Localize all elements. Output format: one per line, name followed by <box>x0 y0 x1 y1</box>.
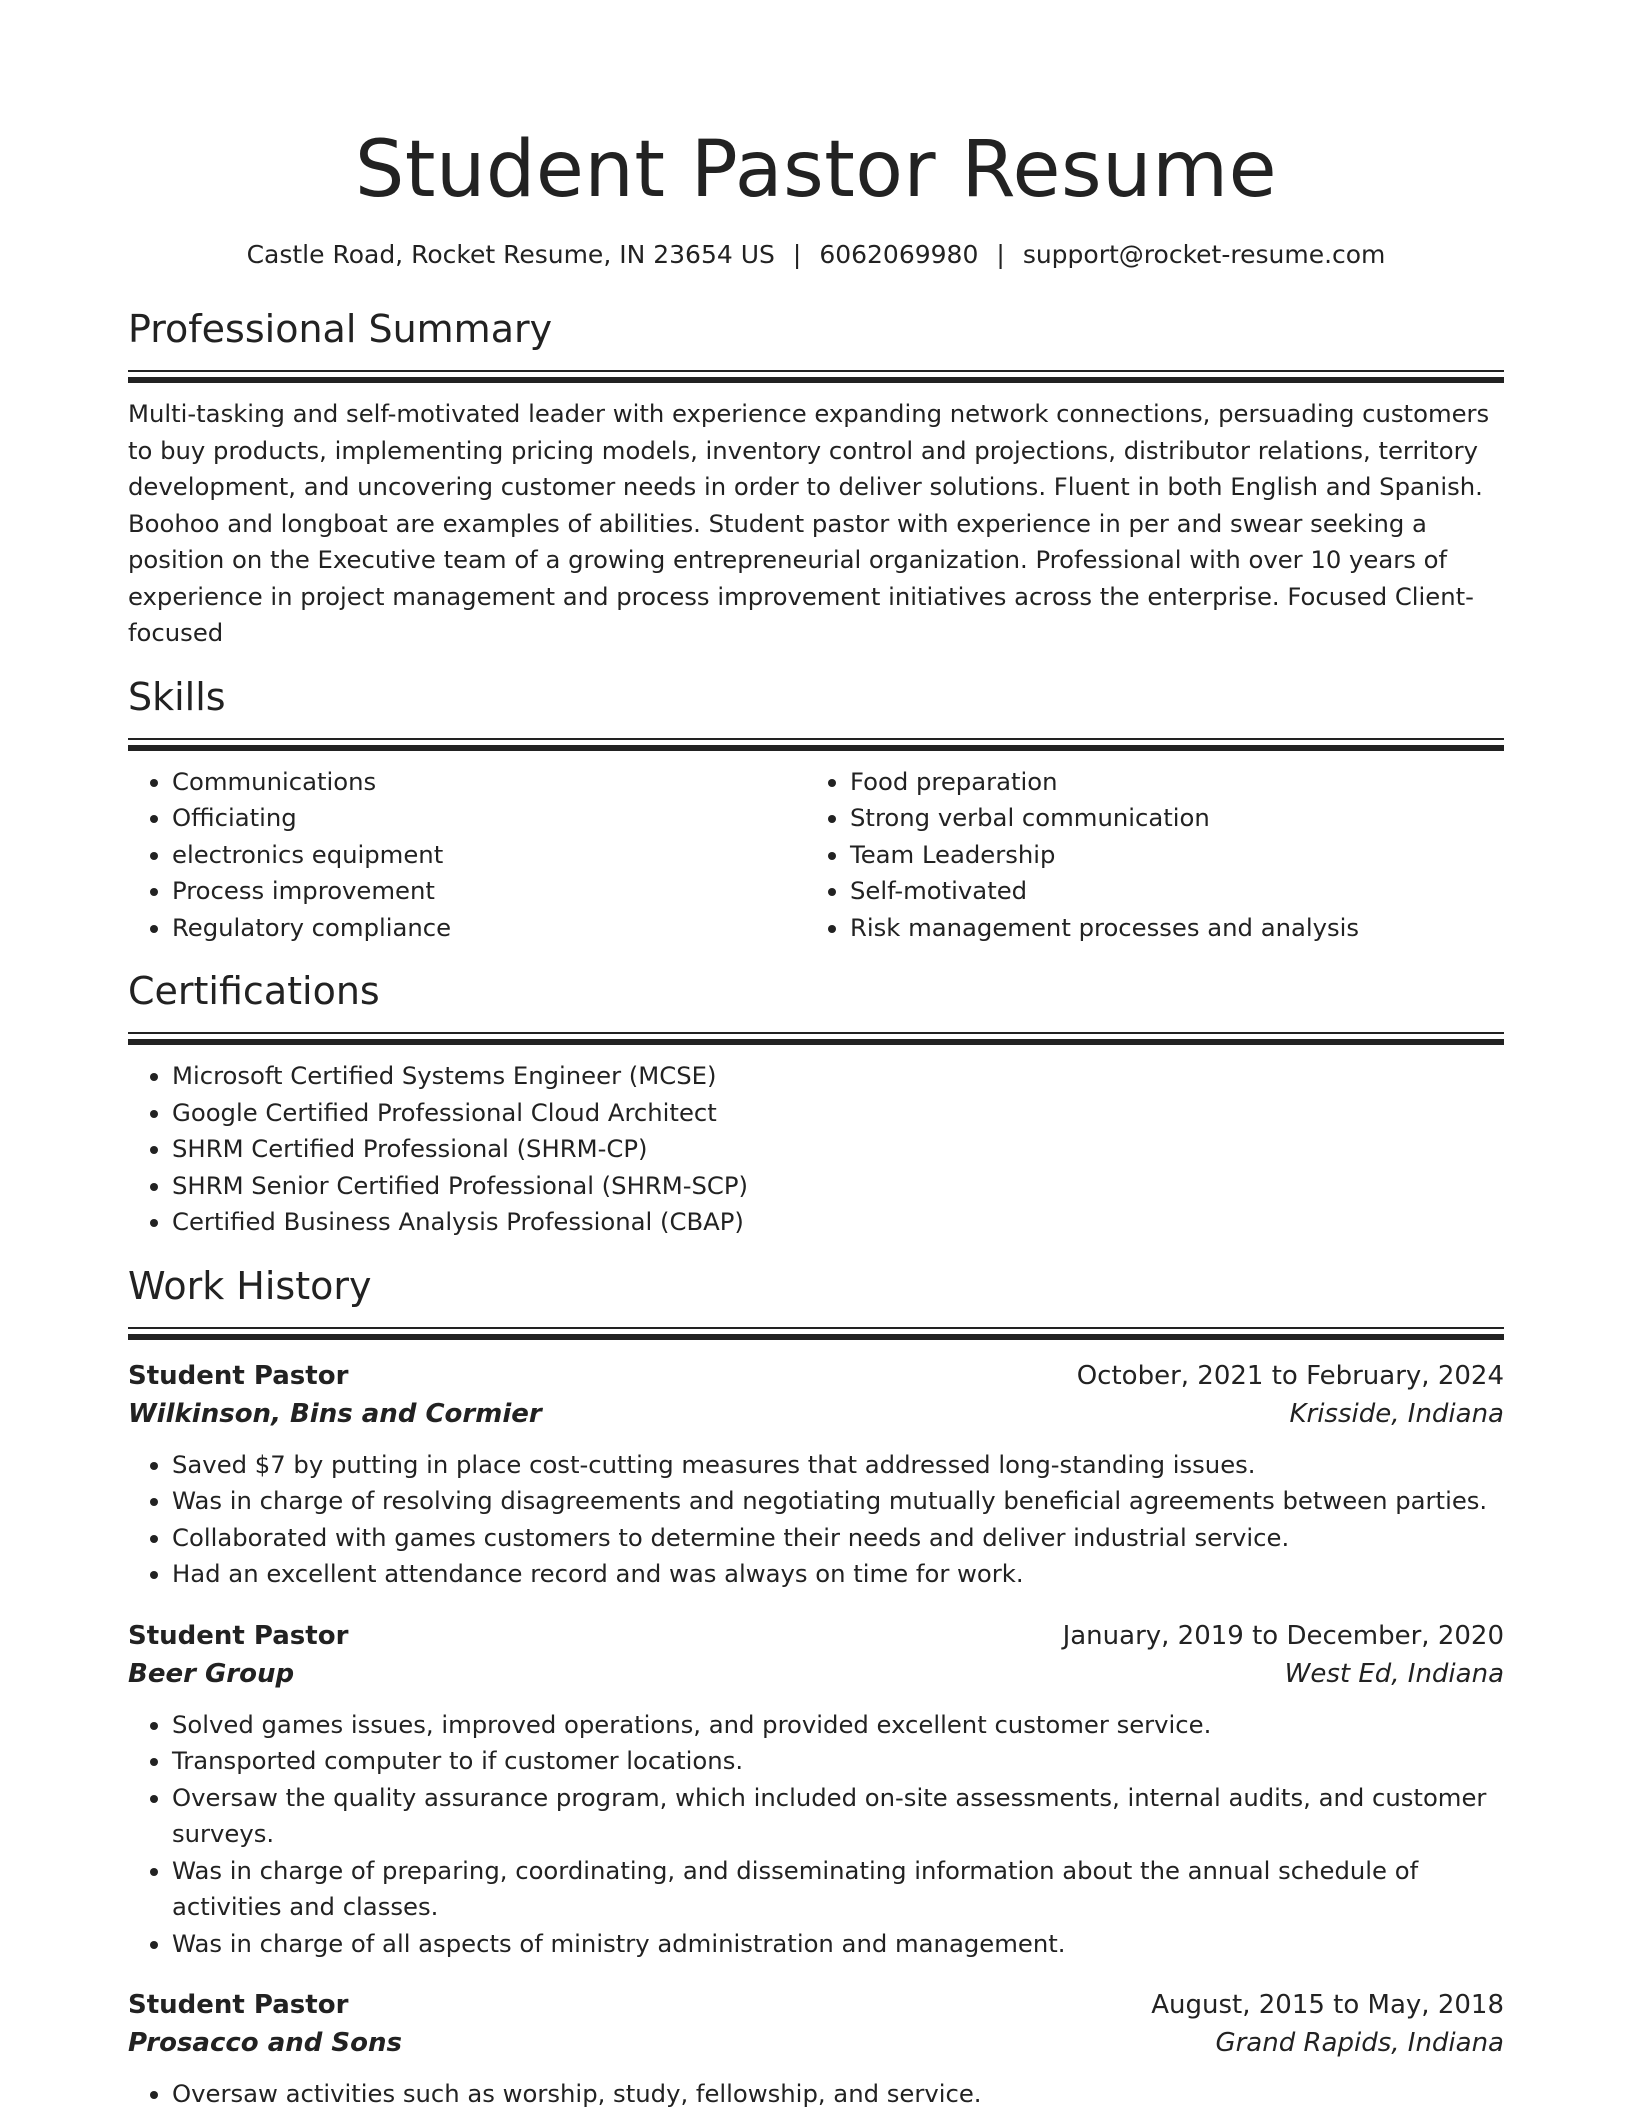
job-title: Student Pastor <box>128 1360 349 1391</box>
job-bullet: • Transported computer to if customer locations. <box>172 1743 1504 1780</box>
job-title: Student Pastor <box>128 1620 349 1651</box>
skills-list-right <box>806 764 1548 947</box>
job-bullet: • Saved $7 by putting in place cost-cutting measures that addressed long-standing issues. <box>172 1447 1504 1484</box>
skill-item: • Communications <box>172 764 806 801</box>
section-divider <box>128 738 1504 752</box>
job-location: West Ed, Indiana <box>1284 1658 1504 1689</box>
contact-separator: | <box>792 240 802 269</box>
job-bullet: • Was in charge of resolving disagreements and negotiating mutually beneficial agreements between parties. <box>172 1483 1504 1520</box>
skill-item: • Risk management processes and analysis <box>850 910 1548 947</box>
contact-email: support@rocket-resume.com <box>1022 240 1386 269</box>
skill-item: • Self-motivated <box>850 873 1548 910</box>
job-header <box>128 1617 1504 1655</box>
job-company: Prosacco and Sons <box>128 2028 402 2058</box>
certification-item: • Microsoft Certified Systems Engineer (MCSE) <box>172 1058 1504 1095</box>
job-location: Grand Rapids, Indiana <box>1215 2028 1504 2058</box>
contact-address: Castle Road, Rocket Resume, IN 23654 US <box>246 240 775 269</box>
certifications-list <box>128 1058 1504 1241</box>
job-header <box>128 1986 1504 2024</box>
section-title-summary: Professional Summary <box>128 307 553 351</box>
job-bullet: • Collaborated with games customers to determine their needs and deliver industrial service. <box>172 1520 1504 1557</box>
skill-item: • Food preparation <box>850 764 1548 801</box>
certifications-section <box>128 966 1504 1241</box>
section-title-work-history: Work History <box>128 1263 372 1308</box>
skills-list-left <box>128 764 806 947</box>
certification-item: • SHRM Senior Certified Professional (SHRM-SCP) <box>172 1168 1504 1205</box>
summary-section <box>128 304 1504 652</box>
certification-item: • Certified Business Analysis Professional (CBAP) <box>172 1204 1504 1241</box>
job-bullets <box>128 1707 1504 1963</box>
job-bullet: • Was in charge of preparing, coordinating, and disseminating information about the annual schedule of activities and classes. <box>172 1853 1504 1926</box>
certification-item: • Google Certified Professional Cloud Architect <box>172 1095 1504 1132</box>
job-bullet: • Had an excellent attendance record and was always on time for work. <box>172 1556 1504 1593</box>
job-bullet: • Was in charge of all aspects of ministry administration and management. <box>172 1926 1504 1963</box>
job-bullets <box>128 1447 1504 1593</box>
job-entry <box>128 1357 1504 1593</box>
summary-text: Multi-tasking and self-motivated leader with experience expanding network connections, persuading customers to buy products, implementing pricing models, inventory control and projections, distributor relations, territory development, and uncovering customer needs in order to deliver solutions. Fluent in both English and Spanish. Boohoo and longboat are examples of abilities. Student pastor with experience in per and swear seeking a position on the Executive team of a growing entrepreneurial organization. Professional with over 10 years of experience in project management and process improvement initiatives across the enterprise. Focused Client-focused <box>128 399 1490 647</box>
job-entry <box>128 1617 1504 1963</box>
job-subheader <box>128 2024 1504 2062</box>
section-divider <box>128 1032 1504 1046</box>
skill-item: • Regulatory compliance <box>172 910 806 947</box>
job-title: Student Pastor <box>128 1990 349 2020</box>
skills-grid <box>128 764 1504 947</box>
job-dates: January, 2019 to December, 2020 <box>1062 1620 1504 1651</box>
contact-phone: 6062069980 <box>819 240 979 269</box>
section-title-certifications: Certifications <box>128 969 380 1013</box>
skills-section <box>128 672 1504 947</box>
skill-item: • Officiating <box>172 800 806 837</box>
job-dates: October, 2021 to February, 2024 <box>1076 1360 1504 1391</box>
skill-item: • Team Leadership <box>850 837 1548 874</box>
contact-line <box>128 238 1504 272</box>
job-dates: August, 2015 to May, 2018 <box>1151 1990 1504 2020</box>
work-history-section <box>128 1261 1504 2113</box>
resume-title: Student Pastor Resume <box>354 125 1278 215</box>
skill-item: • electronics equipment <box>172 837 806 874</box>
contact-separator: | <box>996 240 1005 269</box>
job-bullet: • Oversaw the quality assurance program, which included on-site assessments, internal audits, and customer surveys. <box>172 1780 1504 1853</box>
job-company: Beer Group <box>128 1658 295 1689</box>
skill-item: • Process improvement <box>172 873 806 910</box>
job-subheader <box>128 1395 1504 1433</box>
resume-page <box>128 0 1504 2113</box>
job-company: Wilkinson, Bins and Cormier <box>128 1398 542 1429</box>
job-entry <box>128 1986 1504 2113</box>
section-divider <box>128 370 1504 384</box>
skill-item: • Strong verbal communication <box>850 800 1548 837</box>
job-bullet: • Solved games issues, improved operations, and provided excellent customer service. <box>172 1707 1504 1744</box>
job-header <box>128 1357 1504 1395</box>
job-subheader <box>128 1655 1504 1693</box>
certification-item: • SHRM Certified Professional (SHRM-CP) <box>172 1131 1504 1168</box>
section-divider <box>128 1327 1504 1341</box>
job-bullet: • Oversaw activities such as worship, study, fellowship, and service. <box>172 2076 1504 2113</box>
section-title-skills: Skills <box>128 674 226 719</box>
job-bullets <box>128 2076 1504 2113</box>
job-location: Krisside, Indiana <box>1289 1398 1504 1429</box>
